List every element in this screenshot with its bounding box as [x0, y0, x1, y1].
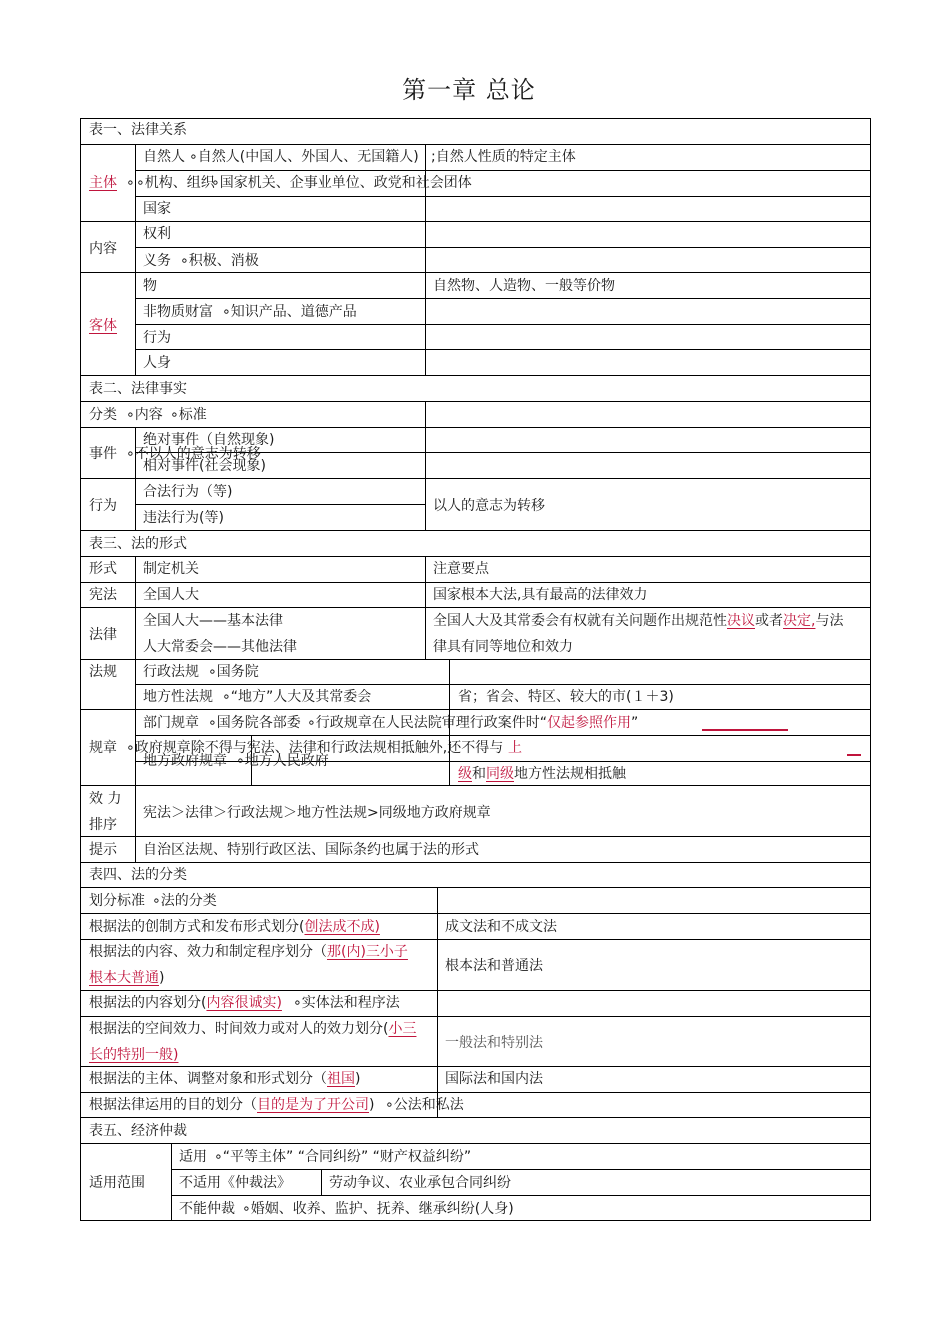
rules-desc: ∘政府规章除不得与宪法、法律和行政法规相抵触外,还不得与: [126, 740, 504, 756]
tip-label: 提示: [89, 842, 117, 858]
table5-header: 表五、经济仲裁: [89, 1123, 187, 1139]
cannot-label: 不能仲裁: [179, 1201, 235, 1217]
cls-row4-result: 一般法和特别法: [445, 1035, 543, 1051]
content-label: 内容: [89, 241, 117, 257]
behavior-label: 行为: [89, 498, 117, 514]
thing-label: 物: [143, 278, 157, 294]
tip-desc: 自治区法规、特别行政区法、国际条约也属于法的形式: [143, 842, 479, 858]
org-desc: ∘国家机关、企事业单位、政党和社会团体: [211, 175, 472, 191]
intangible-desc: ∘知识产品、道德产品: [222, 304, 357, 320]
cls-row3: 根据法的内容划分(内容很诚实): [89, 995, 282, 1011]
object-label: 客体: [89, 318, 117, 334]
constitution-label: 宪法: [89, 587, 117, 603]
law-key-line1: 全国人大及其常委会有权就有关问题作出规范性决议或者决定,与法: [433, 613, 844, 629]
not-apply-label: 不适用《仲裁法》: [179, 1175, 291, 1191]
cls-row6-result: ∘公法和私法: [385, 1097, 464, 1113]
event-desc: ∘不以人的意志为转移: [126, 446, 261, 462]
category-desc: ∘内容: [126, 407, 163, 423]
natural-person-desc: ∘自然人(中国人、外国人、无国籍人): [189, 149, 419, 165]
cls-row2-line1: 根据法的内容、效力和制定程序划分（那(内)三小子: [89, 944, 408, 960]
underline-mark: [702, 729, 788, 731]
duty-label: 义务: [143, 253, 171, 269]
cls-row3-result: ∘实体法和程序法: [293, 995, 400, 1011]
category-label: 分类: [89, 407, 117, 423]
std-label: 划分标准: [89, 893, 145, 909]
thing-desc: 自然物、人造物、一般等价物: [433, 278, 615, 294]
not-apply-desc: 劳动争议、农业承包合同纠纷: [329, 1175, 511, 1191]
page-title: 第一章 总论: [402, 76, 536, 104]
local-regulation-desc: ∘“地方”人大及其常委会: [222, 689, 372, 705]
col-key: 注意要点: [433, 561, 489, 577]
cls-row6: 根据法律运用的目的划分（目的是为了开公司): [89, 1097, 375, 1113]
cls-row2-result: 根本法和普通法: [445, 958, 543, 974]
duty-desc: ∘积极、消极: [180, 253, 259, 269]
illegal-act: 违法行为(等): [143, 510, 224, 526]
act-label: 行为: [143, 330, 171, 346]
local-rule: 地方政府规章: [143, 753, 227, 769]
local-rule-desc: ∘地方人民政府: [236, 753, 329, 769]
rights-label: 权利: [143, 226, 171, 242]
law-label: 法律: [89, 627, 117, 643]
natural-person-note: ;自然人性质的特定主体: [431, 149, 576, 165]
natural-person: 自然人: [143, 149, 185, 165]
dept-rule-note: ∘行政规章在人民法院审理行政案件时“仅起参照作用”: [307, 715, 639, 731]
state-label: 国家: [143, 201, 171, 217]
cls-row5: 根据法的主体、调整对象和形式划分（祖国): [89, 1071, 361, 1087]
law-organ-2: 人大常委会——其他法律: [143, 639, 297, 655]
dept-rule-desc: ∘国务院各部委: [208, 715, 301, 731]
arrow-icon: ∘: [126, 175, 135, 191]
local-regulation: 地方性法规: [143, 689, 213, 705]
constitution-key: 国家根本大法,具有最高的法律效力: [433, 587, 648, 603]
effect-label-1: 效 力: [89, 791, 122, 807]
event-label: 事件: [89, 446, 117, 462]
table1-header: 表一、法律关系: [89, 122, 187, 138]
category-std: ∘标准: [170, 407, 207, 423]
dash-mark: [847, 754, 861, 756]
std-desc: ∘法的分类: [152, 893, 217, 909]
constitution-organ: 全国人大: [143, 587, 199, 603]
cls-row5-result: 国际法和国内法: [445, 1071, 543, 1087]
rules-upper: 上: [508, 740, 522, 756]
cls-row1-result: 成文法和不成文法: [445, 919, 557, 935]
law-key-line2: 律具有同等地位和效力: [433, 639, 573, 655]
absolute-event: 绝对事件（自然现象): [143, 432, 275, 448]
legal-act: 合法行为（等): [143, 484, 233, 500]
behavior-desc: 以人的意志为转移: [433, 498, 545, 514]
scope-label: 适用范围: [89, 1175, 145, 1191]
cls-row4-line1: 根据法的空间效力、时间效力或对人的效力划分(小三: [89, 1021, 417, 1037]
local-rule-note: 级和同级地方性法规相抵触: [458, 766, 626, 782]
table3-header: 表三、法的形式: [89, 536, 187, 552]
table4-header: 表四、法的分类: [89, 867, 187, 883]
table2-header: 表二、法律事实: [89, 381, 187, 397]
apply-desc: ∘“平等主体” “合同纠纷” “财产权益纠纷”: [214, 1149, 472, 1165]
person-label: 人身: [143, 355, 171, 371]
cls-row2-line2: 根本大普通): [89, 970, 165, 986]
col-form: 形式: [89, 561, 117, 577]
admin-regulation-desc: ∘国务院: [208, 664, 259, 680]
intangible-label: 非物质财富: [143, 304, 213, 320]
regulations-label: 法规: [89, 664, 117, 680]
cls-row4-line2: 长的特别一般): [89, 1047, 179, 1063]
admin-regulation: 行政法规: [143, 664, 199, 680]
apply-label: 适用: [179, 1149, 207, 1165]
effect-desc: 宪法＞法律＞行政法规＞地方性法规>同级地方政府规章: [143, 805, 491, 821]
subject-label: 主体: [89, 175, 117, 191]
rules-label: 规章: [89, 740, 117, 756]
cannot-desc: ∘婚姻、收养、监护、抚养、继承纠纷(人身): [242, 1201, 514, 1217]
effect-label-2: 排序: [89, 817, 117, 833]
col-organ: 制定机关: [143, 561, 199, 577]
relative-event: 相对事件(社会现象): [143, 458, 266, 474]
local-regulation-note: 省；省会、特区、较大的市(１＋3): [458, 689, 674, 705]
dept-rule: 部门规章: [143, 715, 199, 731]
org-label: ∘机构、组织: [136, 175, 215, 191]
cls-row1: 根据法的创制方式和发布形式划分(创法成不成): [89, 919, 380, 935]
law-organ-1: 全国人大——基本法律: [143, 613, 283, 629]
